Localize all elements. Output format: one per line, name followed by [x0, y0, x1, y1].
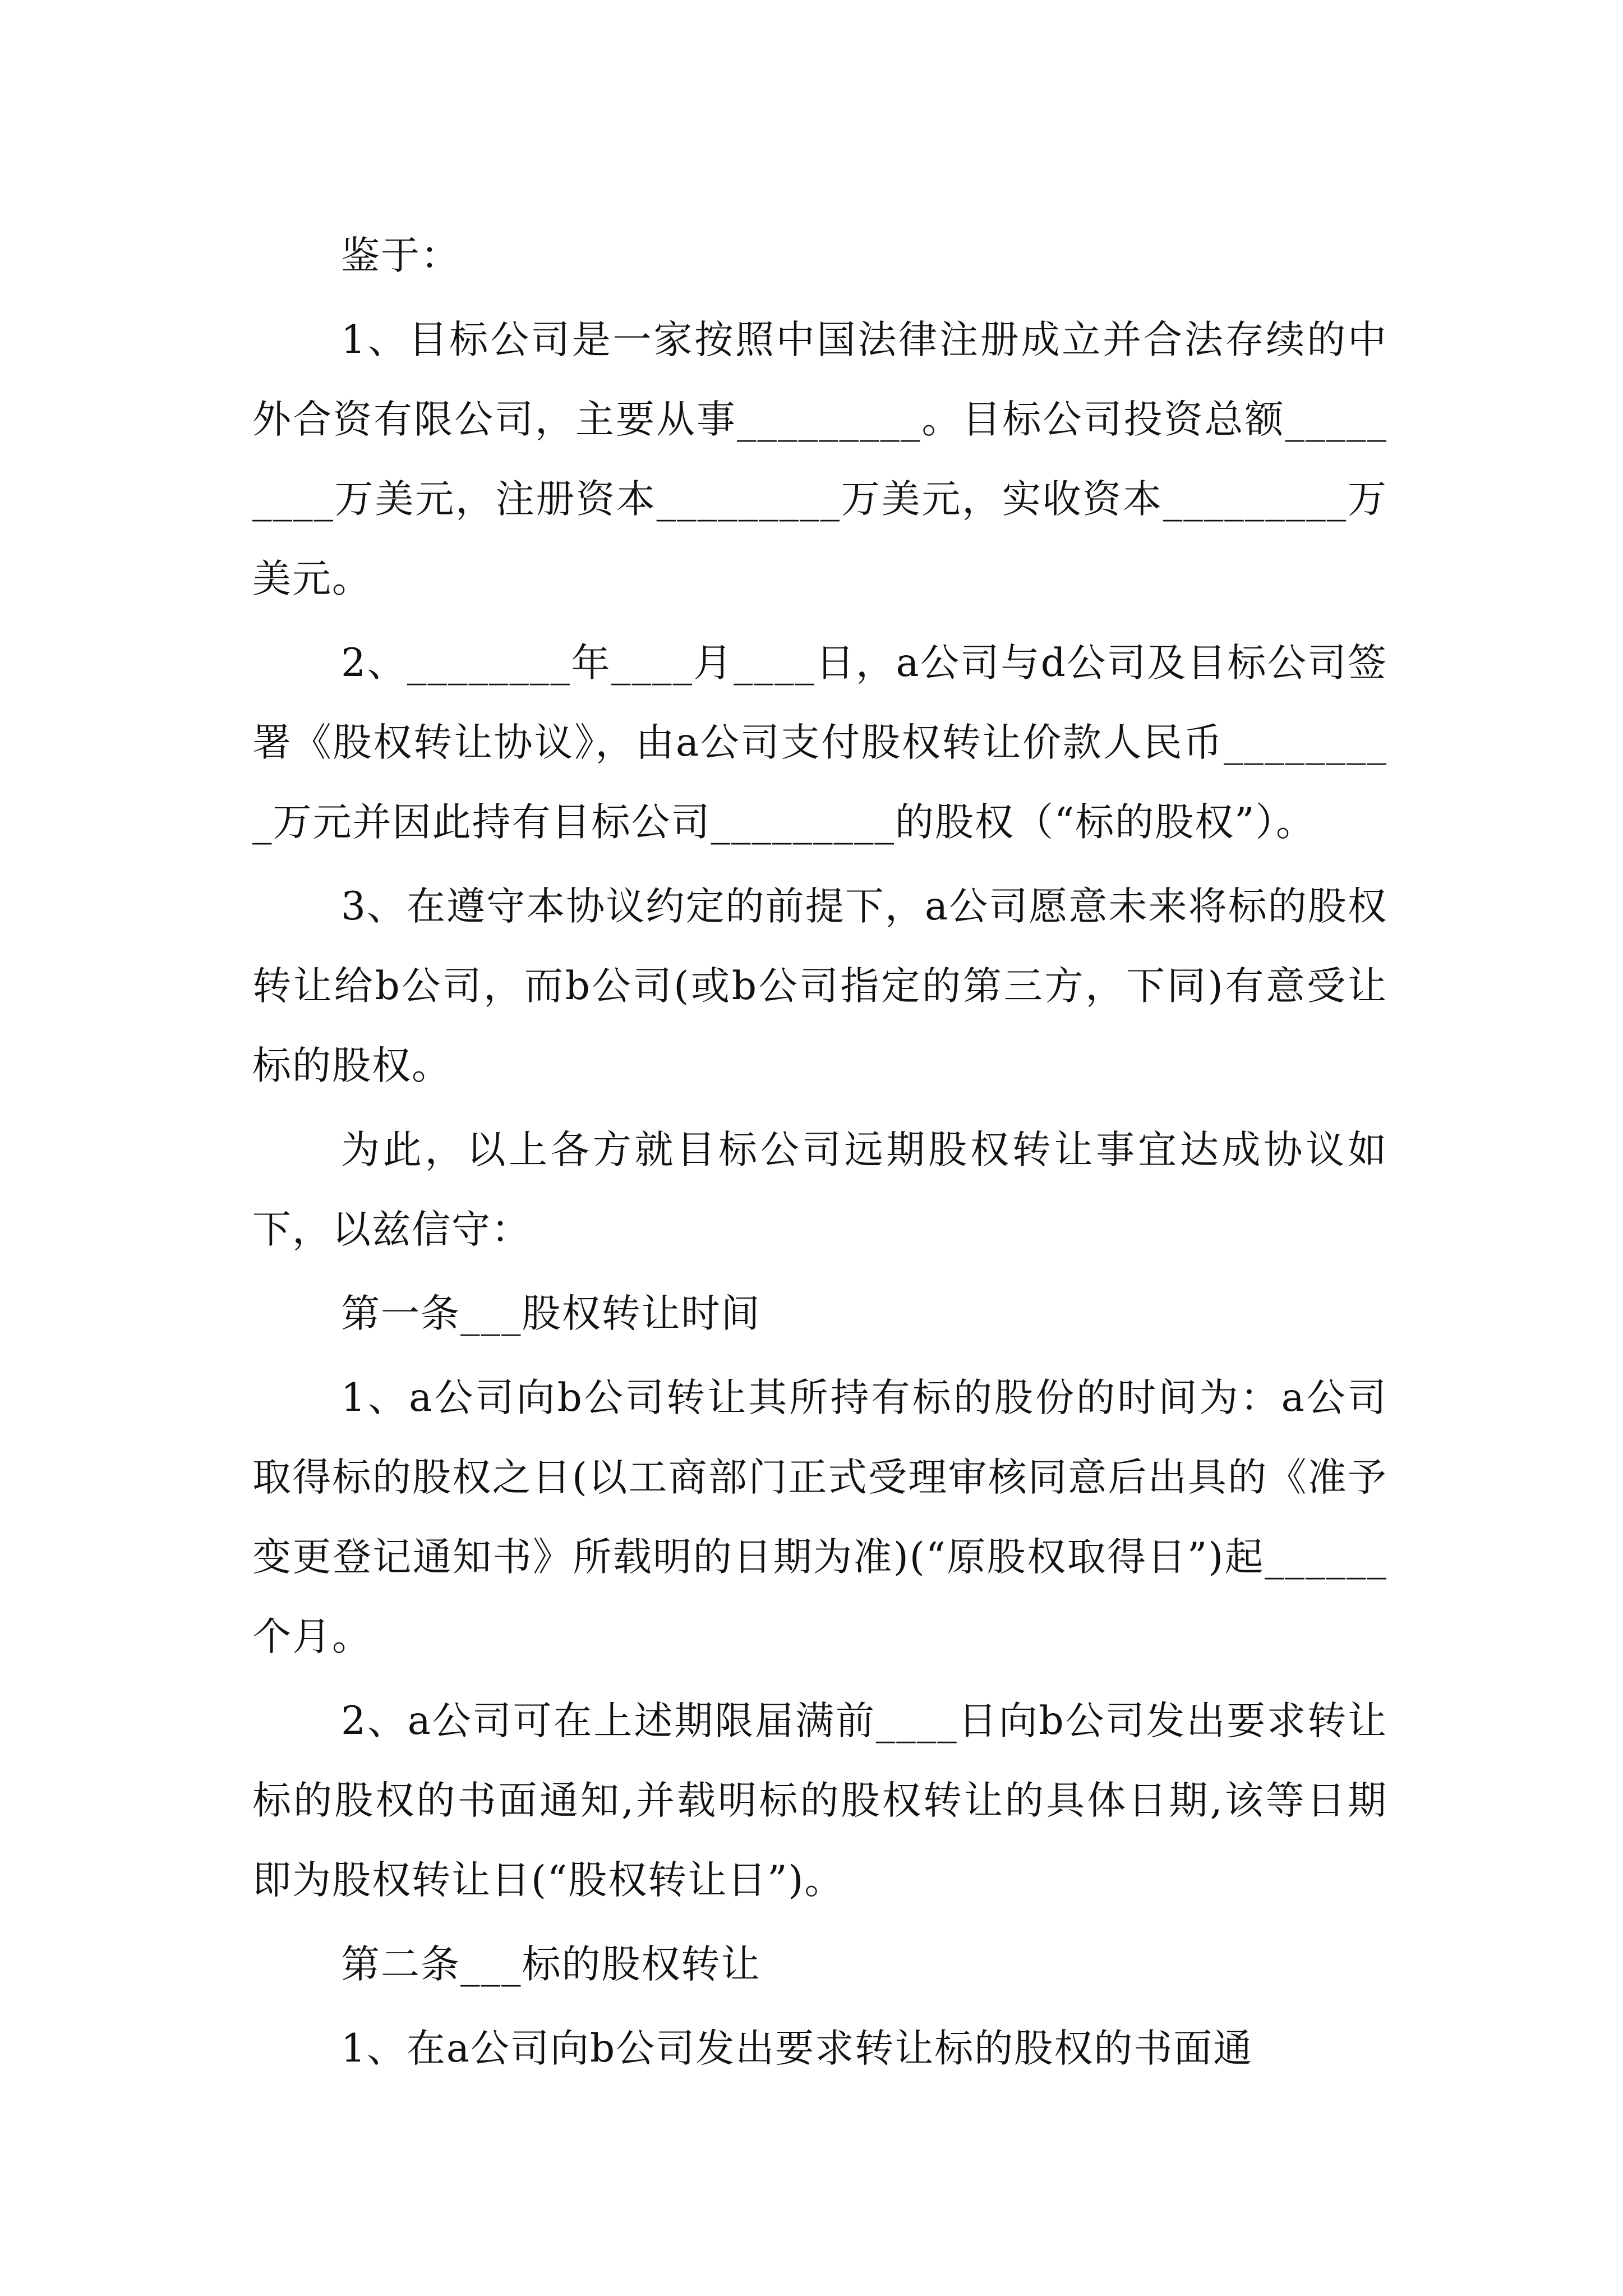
paragraph-recitals-intro: 鉴于： — [341, 233, 460, 278]
article-1-clause-2: 2、a公司可在上述期限届满前____日向b公司发出要求转让标的股权的书面通知,并载明标的股权转让的具体日期,该等日期即为股权转让日(“股权转让日”)。 — [252, 1699, 1387, 1903]
paragraph-agreement-intro: 为此，以上各方就目标公司远期股权转让事宜达成协议如下，以兹信守： — [252, 1128, 1387, 1252]
paragraph-recital-3: 3、在遵守本协议约定的前提下，a公司愿意未来将标的股权转让给b公司，而b公司(或b公司指定的第三方，下同)有意受让标的股权。 — [252, 884, 1387, 1088]
paragraph-recital-1: 1、目标公司是一家按照中国法律注册成立并合法存续的中外合资有限公司，主要从事_________。目标公司投资总额_________万美元，注册资本_________万美元，实收资本_________万美元。 — [252, 318, 1387, 601]
article-2-heading: 第二条___标的股权转让 — [341, 1942, 761, 1987]
article-1-heading: 第一条___股权转让时间 — [341, 1291, 761, 1336]
article-2-clause-1: 1、在a公司向b公司发出要求转让标的股权的书面通 — [341, 2026, 1253, 2071]
paragraph-recital-2: 2、________年____月____日，a公司与d公司及目标公司签署《股权转让协议》，由a公司支付股权转让价款人民币_________万元并因此持有目标公司_________的股权（“标的股权”）。 — [252, 641, 1387, 845]
article-1-clause-1: 1、a公司向b公司转让其所持有标的股份的时间为：a公司取得标的股权之日(以工商部门正式受理审核同意后出具的《准予变更登记通知书》所载明的日期为准)(“原股权取得日”)起______个月。 — [252, 1375, 1387, 1659]
document-body — [252, 216, 1387, 2093]
